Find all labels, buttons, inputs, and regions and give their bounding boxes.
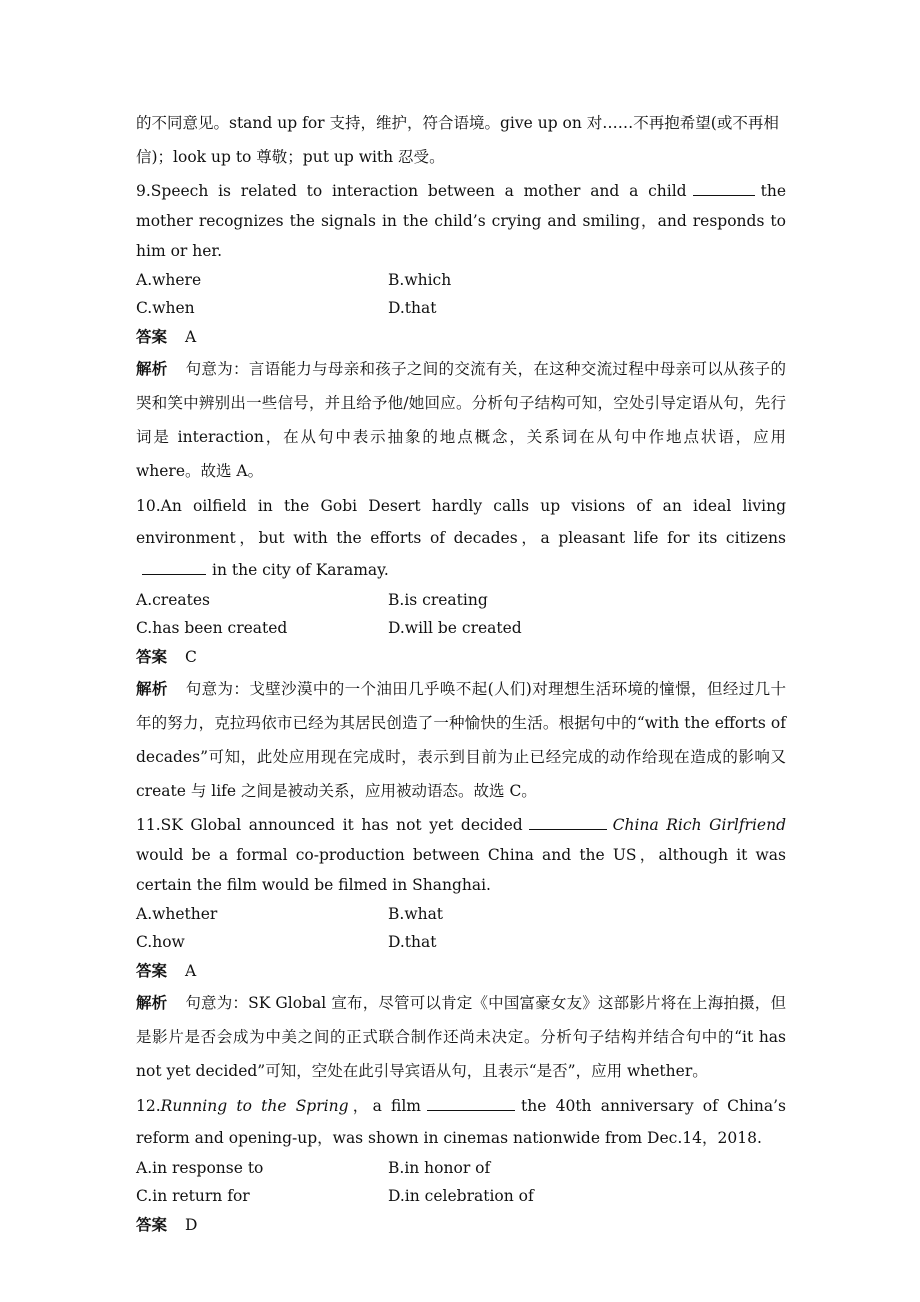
option-d: D.that (388, 299, 437, 317)
film-title: China Rich Girlfriend (612, 816, 786, 834)
question-10 (136, 490, 786, 808)
option-a: A.creates (136, 591, 210, 609)
answer-blank (142, 560, 206, 575)
analysis-text: 句意为：言语能力与母亲和孩子之间的交流有关，在这种交流过程中母亲可以从孩子的哭和笑中辨别出一些信号，并且给予他/她回应。分析句子结构可知，空处引导定语从句，先行词是 interaction，在从句中表示抽象的地点概念，关系词在从句中作地点状语，应用 where。故选 A。 (136, 360, 786, 480)
answer-blank (693, 181, 755, 196)
analysis-label: 解析 (136, 679, 168, 698)
answer-label: 答案 (136, 327, 168, 346)
previous-analysis-line-1: 的不同意见。stand up for 支持，维护，符合语境。give up on 对……不再抱希望(或不再相 (136, 114, 779, 132)
document-page (136, 106, 786, 1240)
answer-value: D (185, 1216, 198, 1234)
option-c: C.has been created (136, 619, 288, 637)
option-b: B.which (388, 271, 452, 289)
film-title: Running to the Spring (160, 1097, 349, 1115)
question-10-options (136, 586, 786, 642)
question-11 (136, 810, 786, 1088)
answer-value: C (185, 648, 197, 666)
option-b: B.is creating (388, 591, 488, 609)
question-10-answer (136, 642, 786, 672)
question-12-stem (136, 1090, 786, 1154)
question-9-stem-part-a: 9.Speech is related to interaction between a mother and a child (136, 182, 687, 200)
answer-label: 答案 (136, 961, 168, 980)
question-12 (136, 1090, 786, 1240)
question-11-stem (136, 810, 786, 900)
analysis-text: 句意为：SK Global 宣布，尽管可以肯定《中国富豪女友》这部影片将在上海拍摄，但是影片是否会成为中美之间的正式联合制作还尚未决定。分析句子结构并结合句中的“it has not yet decided”可知，空处在此引导宾语从句，且表示“是否”，应用 whether。 (136, 994, 786, 1080)
option-a: A.in response to (136, 1159, 264, 1177)
question-11-analysis (136, 986, 786, 1088)
previous-analysis-tail (136, 106, 786, 174)
answer-label: 答案 (136, 1215, 168, 1234)
option-c: C.when (136, 299, 195, 317)
question-12-number: 12. (136, 1097, 161, 1115)
question-9-stem-part-c: the signals in the child’s crying and smiling，and responds to him or her. (136, 212, 786, 260)
analysis-label: 解析 (136, 359, 168, 378)
question-9-analysis (136, 352, 786, 488)
option-b: B.in honor of (388, 1159, 491, 1177)
answer-blank (529, 815, 607, 830)
question-10-analysis (136, 672, 786, 808)
answer-value: A (185, 962, 197, 980)
question-9-stem-part-b: the mother recognizes (136, 182, 786, 230)
option-d: D.will be created (388, 619, 522, 637)
question-10-stem-part-b: in the city of Karamay. (212, 561, 389, 579)
option-b: B.what (388, 905, 444, 923)
question-12-options (136, 1154, 786, 1210)
analysis-text: 句意为：戈壁沙漠中的一个油田几乎唤不起(人们)对理想生活环境的憧憬，但经过几十年的努力，克拉玛依市已经为其居民创造了一种愉快的生活。根据句中的“with the efforts of decades”可知，此处应用现在完成时，表示到目前为止已经完成的动作给现在造成的影响又 create 与 life 之间是被动关系，应用被动语态。故选 C。 (136, 680, 786, 800)
question-9-stem (136, 176, 786, 266)
question-9-options (136, 266, 786, 322)
question-10-stem-part-a: 10.An oilfield in the Gobi Desert hardly calls up visions of an ideal living environment，but with the efforts of decades，a pleasant life for its citizens (136, 497, 786, 547)
option-c: C.in return for (136, 1187, 250, 1205)
question-12-stem-part-b: the 40th anniversary of China’s reform and opening-up，was shown in cinemas nationwide from Dec.14，2018. (136, 1097, 786, 1147)
answer-value: A (185, 328, 197, 346)
question-11-options (136, 900, 786, 956)
question-9 (136, 176, 786, 488)
question-12-answer (136, 1210, 786, 1240)
question-12-stem-part-a: ，a film (348, 1097, 422, 1115)
question-11-stem-part-a: 11.SK Global announced it has not yet decided (136, 816, 523, 834)
question-11-stem-part-b: would be a formal co-production between China and the US，although it was certain the film would be filmed in Shanghai. (136, 846, 786, 894)
option-a: A.where (136, 271, 202, 289)
previous-analysis-line-2: 信)；look up to 尊敬；put up with 忍受。 (136, 148, 445, 166)
analysis-label: 解析 (136, 993, 168, 1012)
question-10-stem (136, 490, 786, 586)
question-9-answer (136, 322, 786, 352)
question-11-answer (136, 956, 786, 986)
option-a: A.whether (136, 905, 218, 923)
option-d: D.that (388, 933, 437, 951)
answer-blank (427, 1096, 515, 1111)
answer-label: 答案 (136, 647, 168, 666)
option-c: C.how (136, 933, 185, 951)
option-d: D.in celebration of (388, 1187, 534, 1205)
